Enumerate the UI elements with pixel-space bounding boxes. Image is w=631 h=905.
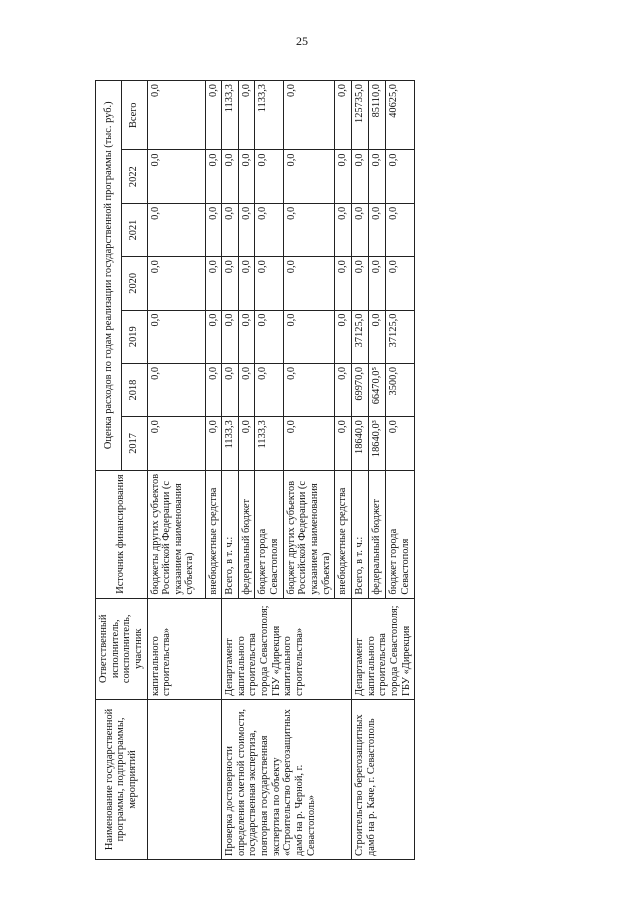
cell-value: 0,0 bbox=[283, 81, 335, 151]
cell-value: 37125,0 bbox=[386, 310, 415, 363]
cell-value: 0,0 bbox=[147, 81, 205, 151]
cell-value: 125735,0 bbox=[351, 81, 368, 151]
cell-value: 0,0 bbox=[238, 257, 255, 310]
cell-responsible: капитального строительства» bbox=[147, 598, 222, 699]
cell-value: 0,0 bbox=[205, 417, 222, 470]
header-name: Наименование государственной программы, подпрограммы, мероприятий bbox=[96, 699, 148, 859]
cell-value: 0,0 bbox=[255, 150, 283, 203]
cell-value: 0,0 bbox=[283, 363, 335, 416]
cell-value: 0,0 bbox=[283, 203, 335, 256]
cell-value: 1133,3 bbox=[255, 81, 283, 151]
cell-value: 0,0 bbox=[369, 310, 386, 363]
cell-value: 0,0 bbox=[335, 257, 352, 310]
cell-value: 0,0 bbox=[147, 417, 205, 470]
cell-value: 0,0 bbox=[205, 150, 222, 203]
cell-value: 0,0 bbox=[222, 150, 239, 203]
cell-value: 37125,0 bbox=[351, 310, 368, 363]
cell-value: 0,0 bbox=[147, 310, 205, 363]
cell-source: внебюджетные средства bbox=[205, 470, 222, 598]
cell-value: 1133,3 bbox=[222, 417, 239, 470]
cell-source: бюджет других субъектов Российской Федерации (с указанием наименования субъекта) bbox=[283, 470, 335, 598]
header-year: 2019 bbox=[121, 310, 147, 363]
cell-value: 0,0 bbox=[255, 203, 283, 256]
cell-responsible: Департамент капитального строительства города Севастополя; ГБУ «Дирекция bbox=[351, 598, 414, 699]
cell-value: 85110,0 bbox=[369, 81, 386, 151]
header-year: 2017 bbox=[121, 417, 147, 470]
cell-value: 0,0 bbox=[335, 310, 352, 363]
cell-value: 0,0 bbox=[205, 363, 222, 416]
header-source: Источник финансирования bbox=[96, 470, 148, 598]
budget-table bbox=[95, 80, 415, 860]
cell-value: 0,0 bbox=[238, 81, 255, 151]
cell-value: 0,0 bbox=[351, 203, 368, 256]
cell-value: 1133,3 bbox=[255, 417, 283, 470]
cell-value: 0,0 bbox=[335, 150, 352, 203]
cell-source: Всего, в т. ч.: bbox=[351, 470, 368, 598]
cell-value: 0,0 bbox=[222, 257, 239, 310]
cell-name: Строительство берегозащитных дамб на р. Каче, г. Севастополь bbox=[351, 699, 414, 859]
header-year: 2021 bbox=[121, 203, 147, 256]
cell-value: 0,0 bbox=[335, 203, 352, 256]
cell-value: 0,0 bbox=[147, 257, 205, 310]
table-row bbox=[222, 81, 239, 860]
cell-value: 18640,0 bbox=[351, 417, 368, 470]
cell-value: 0,0 bbox=[351, 150, 368, 203]
cell-value: 0,0 bbox=[369, 257, 386, 310]
cell-value: 0,0 bbox=[255, 257, 283, 310]
cell-value: 69970,0 bbox=[351, 363, 368, 416]
cell-value: 0,0 bbox=[335, 81, 352, 151]
cell-value: 0,0 bbox=[147, 150, 205, 203]
cell-source: бюджет города Севастополя bbox=[386, 470, 415, 598]
cell-value: 0,0 bbox=[351, 257, 368, 310]
cell-value: 0,0 bbox=[238, 417, 255, 470]
header-year: 2022 bbox=[121, 150, 147, 203]
cell-value: 0,0 bbox=[205, 203, 222, 256]
cell-value: 0,0 bbox=[222, 310, 239, 363]
cell-value: 0,0 bbox=[147, 363, 205, 416]
cell-value: 66470,0⁵ bbox=[369, 363, 386, 416]
cell-value: 0,0 bbox=[335, 363, 352, 416]
cell-value: 0,0 bbox=[386, 417, 415, 470]
cell-value: 0,0 bbox=[255, 310, 283, 363]
cell-value: 0,0 bbox=[238, 203, 255, 256]
rotated-table-wrapper bbox=[95, 80, 525, 860]
cell-value: 0,0 bbox=[205, 310, 222, 363]
page-number: 25 bbox=[296, 34, 308, 48]
cell-name: Проверка достоверности определения сметной стоимости, государственная экспертиза, повторная государственная экспертиза по объекту «Строительство берегозащитных дамб на р. Черной, г. Севастополь» bbox=[222, 699, 352, 859]
cell-source: бюджеты других субъектов Российской Федерации (с указанием наименования субъекта) bbox=[147, 470, 205, 598]
cell-value: 0,0 bbox=[147, 203, 205, 256]
cell-value: 0,0 bbox=[283, 310, 335, 363]
header-year: 2018 bbox=[121, 363, 147, 416]
cell-value: 0,0 bbox=[283, 257, 335, 310]
header-estimate: Оценка расходов по годам реализации государственной программы (тыс. руб.) bbox=[96, 81, 122, 471]
cell-source: бюджет города Севастополя bbox=[255, 470, 283, 598]
cell-value: 0,0 bbox=[238, 363, 255, 416]
header-year: 2020 bbox=[121, 257, 147, 310]
cell-source: Всего, в т. ч.: bbox=[222, 470, 239, 598]
cell-name bbox=[147, 699, 222, 859]
cell-value: 0,0 bbox=[386, 150, 415, 203]
cell-value: 0,0 bbox=[386, 257, 415, 310]
cell-value: 0,0 bbox=[222, 363, 239, 416]
cell-value: 1133,3 bbox=[222, 81, 239, 151]
cell-value: 18640,0³ bbox=[369, 417, 386, 470]
cell-value: 0,0 bbox=[369, 203, 386, 256]
table-row bbox=[351, 81, 368, 860]
cell-source: федеральный бюджет bbox=[238, 470, 255, 598]
cell-value: 0,0 bbox=[335, 417, 352, 470]
cell-value: 0,0 bbox=[205, 257, 222, 310]
cell-value: 0,0 bbox=[369, 150, 386, 203]
cell-value: 0,0 bbox=[255, 363, 283, 416]
cell-responsible: Департамент капитального строительства города Севастополя; ГБУ «Дирекция капитального строительства» bbox=[222, 598, 352, 699]
cell-value: 40625,0 bbox=[386, 81, 415, 151]
cell-source: внебюджетные средства bbox=[335, 470, 352, 598]
header-responsible: Ответственный исполнитель, соисполнитель, участник bbox=[96, 598, 148, 699]
cell-value: 0,0 bbox=[386, 203, 415, 256]
cell-value: 0,0 bbox=[222, 203, 239, 256]
cell-value: 0,0 bbox=[238, 150, 255, 203]
cell-source: федеральный бюджет bbox=[369, 470, 386, 598]
cell-value: 3500,0 bbox=[386, 363, 415, 416]
cell-value: 0,0 bbox=[283, 150, 335, 203]
header-total: Всего bbox=[121, 81, 147, 151]
table-row bbox=[147, 81, 205, 860]
header-row-1 bbox=[96, 81, 122, 860]
cell-value: 0,0 bbox=[238, 310, 255, 363]
cell-value: 0,0 bbox=[205, 81, 222, 151]
cell-value: 0,0 bbox=[283, 417, 335, 470]
